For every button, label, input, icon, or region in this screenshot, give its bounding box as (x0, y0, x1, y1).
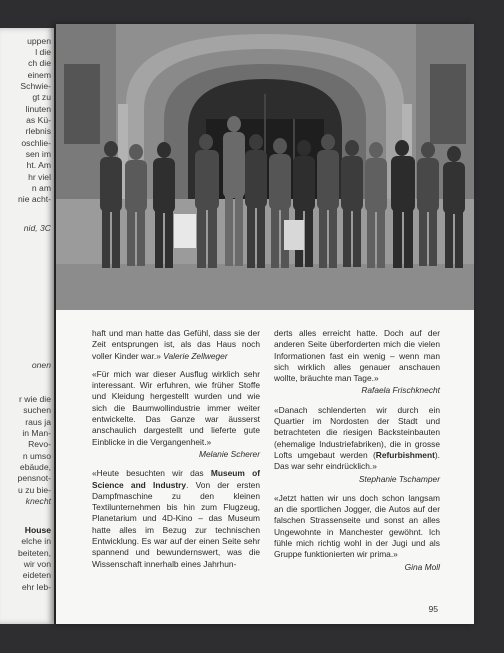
page-number: 95 (428, 604, 438, 614)
paragraph-text: «Heute besuchten wir das (92, 468, 211, 479)
left-text-fragment: as Kü- (26, 115, 51, 125)
author-signature: Gina Moll (404, 561, 440, 572)
left-signature: onen (31, 360, 51, 370)
left-text-fragment: eideten (22, 570, 51, 580)
paragraph (92, 468, 260, 570)
author-signature: Melanie Scherer (199, 448, 260, 459)
paragraph: derts alles erreicht hatte. Doch auf der anderen Seite überforderten mich die vielen Informationen fast ein wenig – wenn man sich wirklich alles genauer anschauen wollte, bräuchte man Tage.» (274, 328, 440, 384)
right-page (56, 24, 474, 624)
left-text-fragment: ch die (28, 58, 51, 68)
paragraph-text: ). Das war sehr eindrücklich.» (274, 449, 440, 472)
paragraph (274, 405, 440, 473)
text-column-right (274, 328, 440, 581)
left-text-fragment: ht. Am (26, 160, 51, 170)
left-text-fragment: n am (31, 183, 51, 193)
left-text-fragment: Schwie- (20, 81, 51, 91)
paragraph-text: haft und man hatte das Gefühl, dass sie der Zeit entsprungen ist, als das Haus noch voller Kinder war.» (92, 328, 260, 361)
left-text-fragment: l die (35, 47, 51, 57)
left-text-fragment: linuten (25, 104, 51, 114)
author-signature: Valerie Zellweger (163, 350, 228, 361)
left-text-fragment: nie acht- (18, 194, 51, 204)
left-text-fragment: wir von (23, 559, 51, 569)
left-text-fragment: r wie die (19, 394, 51, 404)
left-text-fragment: Revo- (28, 439, 51, 449)
left-text-fragment: u zu bie- (18, 485, 51, 495)
left-text-fragment: raus ja (25, 417, 51, 427)
author-signature: Rafaela Frischknecht (361, 385, 440, 396)
left-text-fragment: hr viel (28, 172, 51, 182)
left-signature: knecht (25, 496, 51, 506)
paragraph-text: «Danach schlenderten wir durch ein Quartier im Nordosten der Stadt und betrachteten die riesigen Backsteinbauten (ehemalige Industriefabriken), die in grosse Lofts umgebaut werden ( (274, 404, 440, 460)
left-text-fragment: einem (27, 70, 51, 80)
left-page (0, 28, 54, 624)
group-photo (56, 24, 474, 310)
paragraph-text: . Von der ersten Dampfmaschine zu den kleinen Textilunternehmen bis hin zum Flugzeug, Planetarium und 4D-Kino – das Museum hatte alles im Bezug zur technischen Entwicklung. Es war auf der einen Seite sehr spannend und bewundernswert, was die Wissenschaft innerhalb eines Jahrhun- (92, 479, 260, 569)
paragraph: «Für mich war dieser Ausflug wirklich sehr interessant. Wir erfuhren, wie früher Stoffe und Kleidung hergestellt wurden und wie sich die Baumwollindustrie immer weiter entwickelte. Das Ganze war äusserst anschaulich dargestellt und lieferte gute Einblicke in die Vergangenheit.» (92, 368, 260, 447)
left-text-fragment: rlebnis (25, 126, 51, 136)
text-column-left (92, 328, 260, 577)
left-heading-fragment: House (24, 525, 51, 535)
left-text-fragment: ebäude, (19, 462, 51, 472)
left-text-fragment: elche in (21, 536, 51, 546)
left-text-fragment: suchen (23, 405, 51, 415)
left-text-fragment: gt zu (32, 92, 51, 102)
left-text-fragment: n umso (22, 451, 51, 461)
author-signature: Stephanie Tschamper (358, 473, 440, 484)
left-text-fragment: ehr leb- (21, 582, 51, 592)
paragraph: «Jetzt hatten wir uns doch schon langsam an die sportlichen Jogger, die Autos auf der falschen Strassenseite und sonst an alles Ungewohnte in Manchester gewöhnt. Ich fühle mich richtig wohl in der Jugi und als Gruppe funktionierten wir prima.» (274, 492, 440, 560)
left-text-fragment: sen im (25, 149, 51, 159)
left-text-fragment: beiteten, (18, 548, 51, 558)
left-signature: nid, 3C (23, 223, 51, 233)
left-text-fragment: in Man- (22, 428, 51, 438)
paragraph (92, 328, 260, 362)
left-text-fragment: uppen (27, 36, 51, 46)
bold-term: Museum of Science and Industry (92, 468, 261, 490)
left-text-fragment: pensnot- (17, 473, 51, 483)
left-text-fragment: oschlie- (21, 138, 51, 148)
bold-term: Refurbishment (375, 449, 435, 460)
group-photo-illustration (56, 24, 474, 310)
